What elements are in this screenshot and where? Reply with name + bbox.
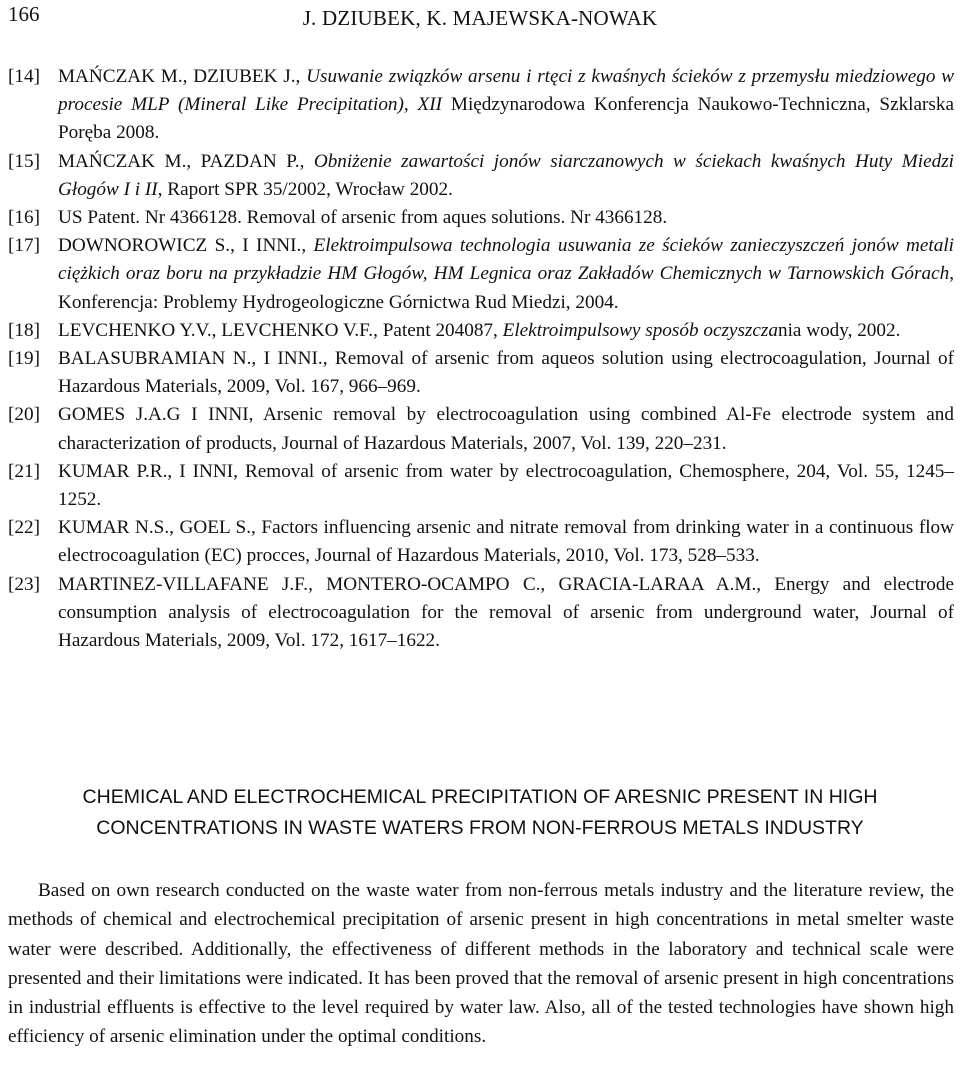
reference-authors: LEVCHENKO Y.V., LEVCHENKO V.F. <box>58 319 374 341</box>
reference-separator: , <box>322 348 335 370</box>
reference-item <box>8 232 954 317</box>
reference-details: nia wody, 2002. <box>777 319 901 341</box>
reference-number: [17] <box>8 235 40 257</box>
running-header: J. DZIUBEK, K. MAJEWSKA-NOWAK <box>302 6 658 30</box>
reference-number: [16] <box>8 207 40 229</box>
reference-item <box>8 458 954 514</box>
abstract-title-line: CONCENTRATIONS IN WASTE WATERS FROM NON-FERROUS METALS INDUSTRY <box>96 816 864 839</box>
reference-title: Elektroimpulsowa technologia usuwania ze ścieków zanieczyszczeń jonów metali ciężkich oraz boru na przykładzie HM Głogów, HM Legnica oraz Zakładów Chemicznych w Tarnowskich Górach <box>58 235 955 285</box>
reference-separator: , <box>301 235 314 257</box>
reference-number: [15] <box>8 150 40 172</box>
reference-number: [19] <box>8 348 40 370</box>
reference-details: , Raport SPR 35/2002, Wrocław 2002. <box>157 178 453 200</box>
reference-details: Arsenic removal by electrocoagulation using combined Al-Fe electrode system and characterization of products, Journal of Hazardous Materials, 2007, Vol. 139, 220–231. <box>58 404 954 454</box>
reference-number: [23] <box>8 573 40 595</box>
reference-authors: MAŃCZAK M., PAZDAN P. <box>58 150 300 172</box>
reference-authors: BALASUBRAMIAN N., I INNI. <box>58 348 323 370</box>
reference-details: , Konferencja: Problemy Hydrogeologiczne Górnictwa Rud Miedzi, 2004. <box>58 263 954 313</box>
reference-details: Nr 4366128. Removal of arsenic from aques solutions. Nr 4366128. <box>144 207 668 229</box>
reference-item <box>8 63 954 148</box>
reference-title: Usuwanie związków arsenu i rtęci z kwaśnych ścieków z przemysłu miedziowego w procesie MLP (Mineral Like Precipitation), XII <box>58 66 955 116</box>
reference-number: [14] <box>8 66 40 87</box>
reference-separator: , Patent 204087, <box>373 319 503 341</box>
reference-details: Międzynarodowa Konferencja Naukowo-Techniczna, Szklarska Poręba 2008. <box>58 94 954 144</box>
reference-authors: GOMES J.A.G I INNI <box>58 404 249 426</box>
page-number: 166 <box>8 2 40 26</box>
reference-details: Energy and electrode consumption analysis of electrocoagulation for the removal of arsenic from underground water, Journal of Hazardous Materials, 2009, Vol. 172, 1617–1622. <box>58 573 954 652</box>
reference-item <box>8 345 954 401</box>
reference-separator: , <box>233 460 245 482</box>
reference-number: [18] <box>8 319 40 341</box>
reference-authors: MARTINEZ-VILLAFANE J.F., MONTERO-OCAMPO C., GRACIA-LARAA A.M. <box>58 573 757 595</box>
reference-separator: , <box>756 573 775 595</box>
reference-separator: , <box>299 150 314 172</box>
reference-item <box>8 148 954 204</box>
reference-details: Removal of arsenic from aqueos solution using electrocoagulation, Journal of Hazardous Materials, 2009, Vol. 167, 966–969. <box>58 348 954 398</box>
reference-authors: MAŃCZAK M., DZIUBEK J. <box>58 66 296 87</box>
reference-authors: US Patent. <box>58 207 141 229</box>
abstract-title-line: CHEMICAL AND ELECTROCHEMICAL PRECIPITATION OF ARESNIC PRESENT IN HIGH <box>82 786 878 808</box>
abstract-body: Based on own research conducted on the waste water from non-ferrous metals industry and the literature review, the methods of chemical and electrochemical precipitation of arsenic present in high concentrations in metal smelter waste water were described. Additionally, the effectiveness of different methods in the laboratory and technical scale were presented and their limitations were indicated. It has been proved that the removal of arsenic present in high concentrations in industrial effluents is effective to the level required by water law. Also, all of the tested technologies have shown high efficiency of arsenic elimination under the optimal conditions. <box>8 880 954 1048</box>
reference-authors: DOWNOROWICZ S., I INNI. <box>58 235 302 257</box>
reference-list <box>8 63 954 655</box>
reference-item <box>8 317 954 345</box>
reference-details: Removal of arsenic from water by electrocoagulation, Chemosphere, 204, Vol. 55, 1245–1252. <box>58 460 954 511</box>
reference-details: Factors influencing arsenic and nitrate removal from drinking water in a continuous flow electrocoagulation (EC) procces, Journal of Hazardous Materials, 2010, Vol. 173, 528–533. <box>58 517 955 567</box>
reference-item <box>8 514 954 570</box>
reference-number: [21] <box>8 460 40 482</box>
reference-authors: KUMAR N.S., GOEL S. <box>58 517 252 539</box>
reference-number: [22] <box>8 517 40 539</box>
reference-authors: KUMAR P.R., I INNI <box>58 460 234 482</box>
reference-separator: , <box>248 404 263 426</box>
reference-item <box>8 401 954 457</box>
reference-title: Elektroimpulsowy sposób oczyszcza <box>502 319 778 341</box>
abstract-title <box>0 782 960 843</box>
reference-separator: , <box>295 66 307 87</box>
reference-separator: , <box>251 517 262 539</box>
reference-title: Obniżenie zawartości jonów siarczanowych w ściekach kwaśnych Huty Miedzi Głogów I i II <box>58 150 955 200</box>
reference-item <box>8 204 954 232</box>
reference-item <box>8 571 954 656</box>
reference-number: [20] <box>8 404 40 426</box>
